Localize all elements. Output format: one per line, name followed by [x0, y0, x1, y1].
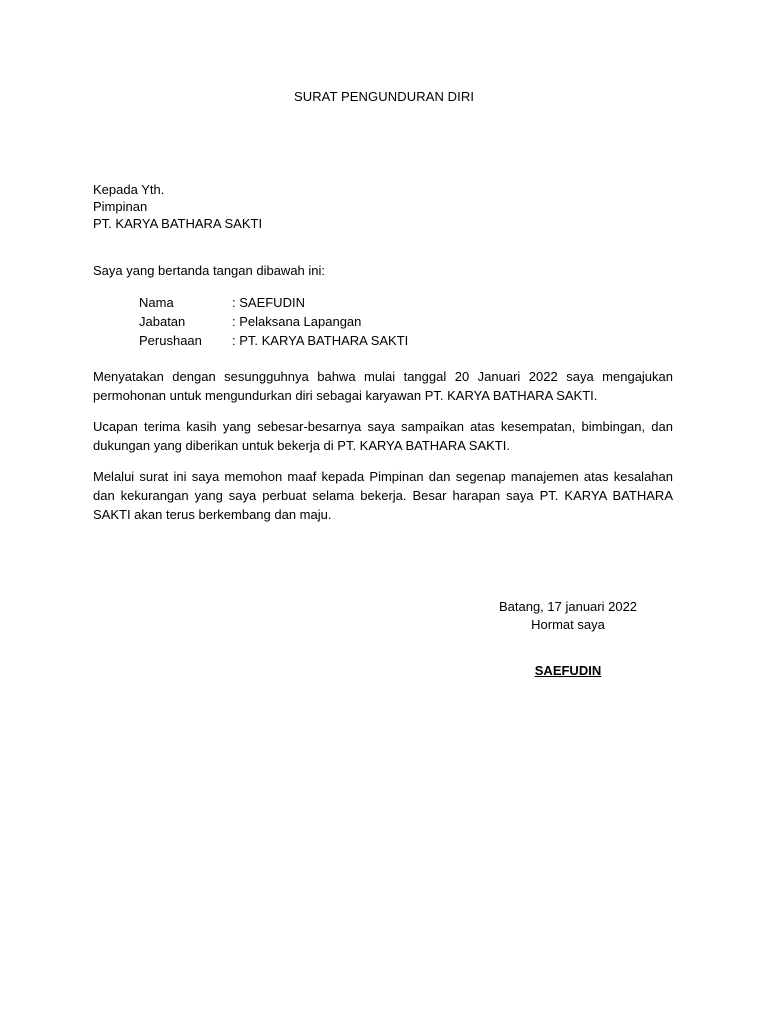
identity-block [139, 293, 408, 350]
identity-label: Jabatan [139, 314, 186, 329]
identity-value: : SAEFUDIN [232, 295, 305, 310]
identity-value: : PT. KARYA BATHARA SAKTI [232, 333, 409, 348]
identity-label: Nama [139, 295, 174, 310]
recipient-company: PT. KARYA BATHARA SAKTI [93, 216, 263, 231]
identity-label: Perushaan [139, 333, 202, 348]
recipient-position: Pimpinan [93, 199, 148, 214]
letter-title: SURAT PENGUNDURAN DIRI [293, 89, 475, 104]
thanks-paragraph: Ucapan terima kasih yang sebesar-besarnya saya sampaikan atas kesempatan, bimbingan, dan dukungan yang diberikan untuk bekerja di PT. KARYA BATHARA SAKTI. [93, 419, 673, 453]
identity-value: : Pelaksana Lapangan [232, 314, 362, 329]
recipient-block [93, 181, 262, 232]
identity-row-jabatan [139, 312, 408, 331]
identity-row-perusahaan [139, 331, 408, 350]
salutation: Hormat saya [531, 617, 605, 632]
recipient-greeting: Kepada Yth. [93, 182, 165, 197]
statement-paragraph: Menyatakan dengan sesungguhnya bahwa mulai tanggal 20 Januari 2022 saya mengajukan permohonan untuk mengundurkan diri sebagai karyawan PT. KARYA BATHARA SAKTI. [93, 369, 673, 403]
signer-name: SAEFUDIN [534, 663, 602, 678]
intro-line: Saya yang bertanda tangan dibawah ini: [93, 263, 326, 278]
identity-row-nama [139, 293, 408, 312]
closing-block [470, 598, 666, 634]
apology-paragraph: Melalui surat ini saya memohon maaf kepada Pimpinan dan segenap manajemen atas kesalahan dan kekurangan yang saya perbuat selama bekerja. Besar harapan saya PT. KARYA BATHARA SAKTI akan terus berkembang dan maju. [93, 469, 673, 522]
place-date: Batang, 17 januari 2022 [498, 599, 638, 614]
